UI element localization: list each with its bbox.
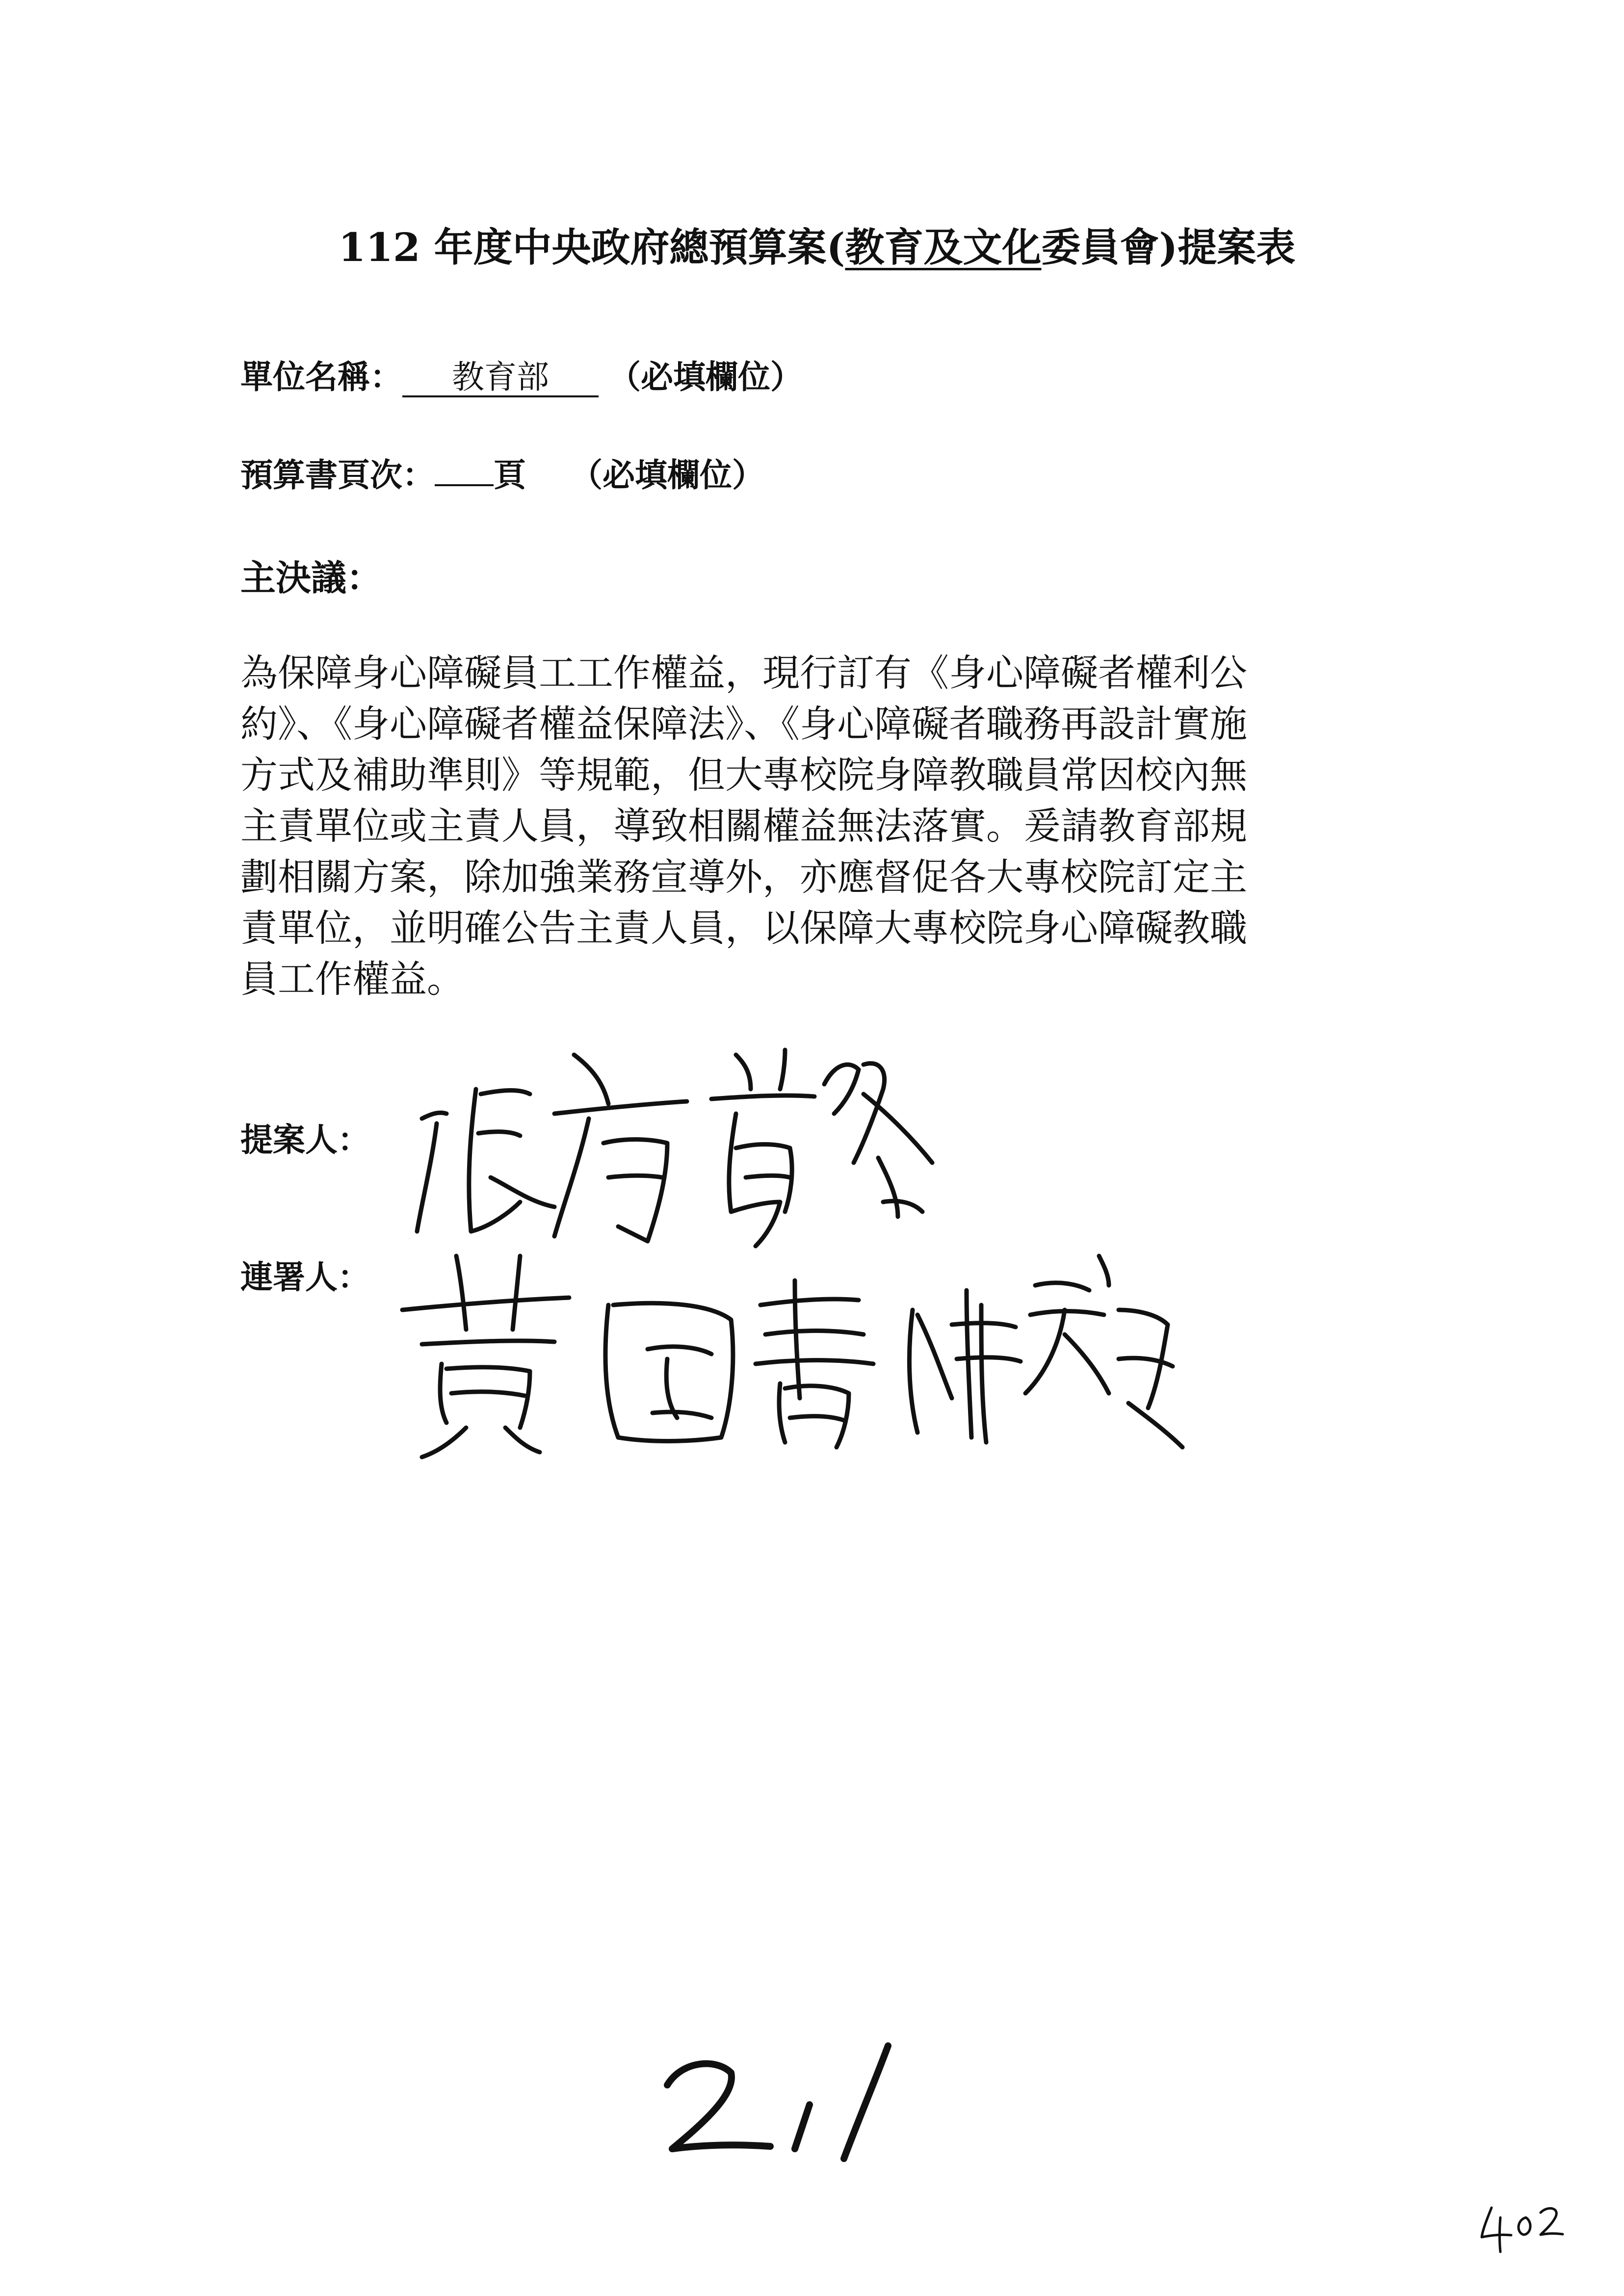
unit-name-row (240, 351, 803, 397)
budget-page-note: （必填欄位） (570, 456, 764, 494)
resolution-line: 方式及補助準則》等規範，但大專校院身障教職員常因校內無 (240, 753, 1247, 797)
budget-page-value (435, 484, 494, 486)
resolution-line: 劃相關方案，除加強業務宣導外，亦應督促各大專校院訂定主 (240, 855, 1247, 899)
budget-page-row (240, 449, 764, 496)
corner-number-handwritten (1472, 2198, 1570, 2257)
title-committee: 教育及文化 (845, 224, 1042, 270)
title-prefix: 112 年度中央政府總預算案( (338, 224, 845, 270)
cosigner-label: 連署人： (240, 1258, 370, 1296)
resolution-line: 主責單位或主責人員，導致相關權益無法落實。爰請教育部規 (240, 804, 1247, 848)
proposer-signature (393, 1016, 1138, 1251)
unit-name-label: 單位名稱： (240, 358, 402, 396)
page-number-handwritten (657, 2031, 932, 2168)
resolution-line: 員工作權益。 (240, 957, 464, 1001)
unit-name-note: （必填欄位） (608, 358, 803, 396)
resolution-label: 主決議： (240, 557, 382, 599)
title-suffix: 委員會)提案表 (1041, 224, 1296, 270)
budget-page-unit: 頁 (494, 456, 526, 494)
resolution-line: 為保障身心障礙員工工作權益，現行訂有《身心障礙者權利公 (240, 651, 1247, 695)
proposer-label: 提案人： (240, 1121, 370, 1159)
resolution-line: 約》、《身心障礙者權益保障法》、《身心障礙者職務再設計實施 (240, 702, 1247, 746)
resolution-line: 責單位，並明確公告主責人員，以保障大專校院身心障礙教職 (240, 906, 1247, 950)
resolution-text (240, 648, 1438, 1005)
document-title (240, 216, 1393, 272)
unit-name-value: 教育部 (402, 360, 599, 397)
budget-page-label: 預算書頁次： (240, 456, 435, 494)
cosigner-signature (393, 1236, 1197, 1462)
